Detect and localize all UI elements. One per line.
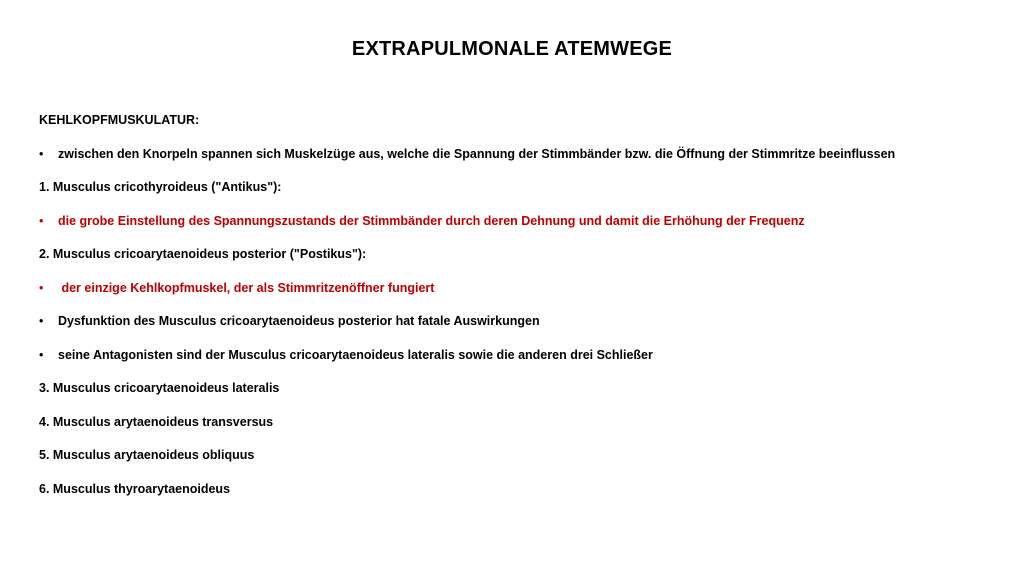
line-text: der einzige Kehlkopfmuskel, der als Stimmritzenöffner fungiert: [58, 280, 435, 295]
bullet-item: [39, 146, 999, 162]
bullet-item: [39, 347, 999, 363]
bullet-icon: •: [39, 213, 44, 228]
section-heading: [39, 112, 999, 128]
bullet-icon: •: [39, 314, 44, 328]
bullet-icon: •: [39, 280, 44, 295]
line-text: 5. Musculus arytaenoideus obliquus: [39, 448, 255, 462]
muscle-heading: [39, 481, 999, 497]
line-text: zwischen den Knorpeln spannen sich Muskelzüge aus, welche die Spannung der Stimmbänder bzw. die Öffnung der Stimmritze beeinflussen: [58, 146, 896, 161]
slide-title: EXTRAPULMONALE ATEMWEGE: [351, 38, 673, 60]
bullet-item-highlighted: [39, 213, 999, 229]
line-text: 2. Musculus cricoarytaenoideus posterior ("Postikus"):: [39, 247, 367, 261]
line-text: die grobe Einstellung des Spannungszustands der Stimmbänder durch deren Dehnung und damit die Erhöhung der Frequenz: [58, 213, 805, 228]
bullet-item: [39, 313, 999, 329]
muscle-heading: [39, 380, 999, 396]
line-text: 1. Musculus cricothyroideus ("Antikus"):: [39, 180, 282, 194]
bullet-icon: •: [39, 347, 44, 362]
bullet-icon: •: [39, 146, 44, 161]
line-text: KEHLKOPFMUSKULATUR:: [39, 113, 200, 127]
line-text: 6. Musculus thyroarytaenoideus: [39, 481, 231, 496]
muscle-heading: [39, 414, 999, 430]
slide-content: [39, 112, 999, 514]
bullet-item-highlighted: [39, 280, 999, 296]
line-text: seine Antagonisten sind der Musculus cricoarytaenoideus lateralis sowie die anderen drei Schließer: [58, 347, 653, 362]
line-text: 3. Musculus cricoarytaenoideus lateralis: [39, 381, 280, 395]
line-text: Dysfunktion des Musculus cricoarytaenoideus posterior hat fatale Auswirkungen: [58, 314, 540, 328]
muscle-heading: [39, 246, 999, 262]
muscle-heading: [39, 447, 999, 463]
muscle-heading: [39, 179, 999, 195]
line-text: 4. Musculus arytaenoideus transversus: [39, 414, 274, 429]
